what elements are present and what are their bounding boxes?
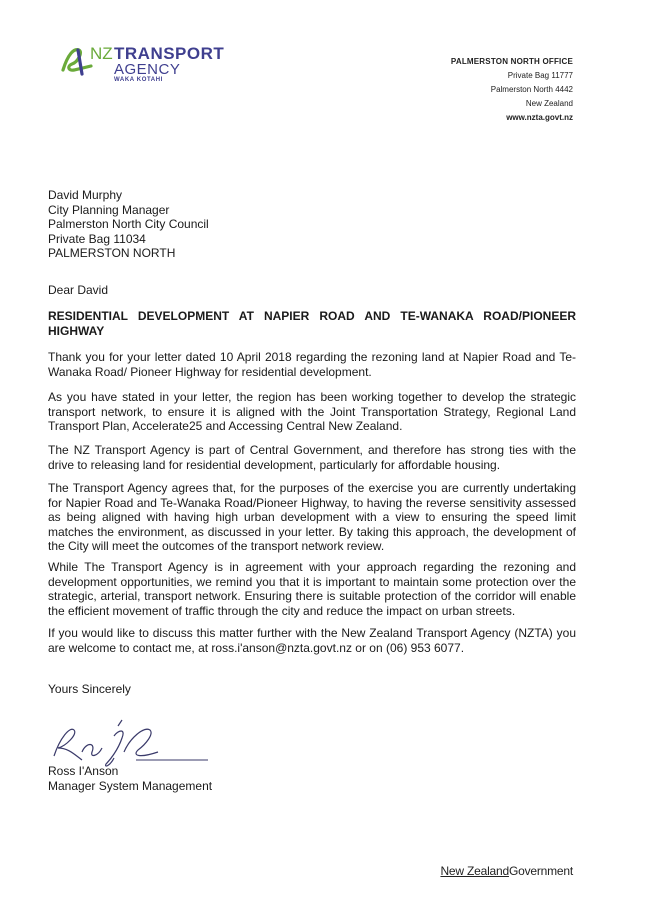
closing: Yours Sincerely: [48, 682, 131, 696]
recipient-line: City Planning Manager: [48, 202, 170, 217]
signatory-name: Ross I'Anson: [48, 764, 119, 778]
logo-transport: TRANSPORT: [114, 44, 225, 63]
nzta-logo: [60, 42, 250, 92]
body-paragraph: As you have stated in your letter, the region has been working together to develop the strategic transport network, to ensure it is aligned with the Joint Transportation Strategy, Regional Land Transport Plan, Accelerate25 and Accessing Central New Zealand.: [48, 390, 576, 433]
office-title: PALMERSTON NORTH OFFICE: [450, 57, 573, 66]
salutation: Dear David: [48, 283, 109, 297]
body-paragraph: If you would like to discuss this matter further with the New Zealand Transport Agency (NZTA) you are welcome to contact me, at ross.i'anson@nzta.govt.nz or on (06) 953 6077.: [48, 626, 576, 655]
office-line: New Zealand: [525, 99, 573, 108]
recipient-address: [48, 188, 209, 261]
office-line: Palmerston North 4442: [490, 85, 573, 94]
office-address: [451, 55, 573, 125]
office-line: Private Bag 11777: [507, 71, 573, 80]
recipient-line: Palmerston North City Council: [48, 217, 209, 231]
nzta-logo-mark-icon: [60, 44, 94, 78]
subject-heading: RESIDENTIAL DEVELOPMENT AT NAPIER ROAD AND TE-WANAKA ROAD/PIONEER HIGHWAY: [48, 309, 576, 338]
body-paragraph: While The Transport Agency is in agreement with your approach regarding the rezoning and development opportunities, we remind you that it is important to maintain some protection over the strategic, arterial, transport network. Ensuring there is suitable protection of the corridor will enable the efficient movement of traffic through the city and reduce the impact on urban streets.: [48, 560, 576, 618]
logo-agency: AGENCY: [114, 61, 181, 78]
body-paragraph: The Transport Agency agrees that, for the purposes of the exercise you are currently undertaking for Napier Road and Te-Wanaka Road/Pioneer Highway, to having the reverse sensitivity assessed as being aligned with having high urban development with a view to ensuring the speed limit matches the environment, as discussed in your letter. By taking this approach, the development of the City will meet the outcomes of the transport network review.: [48, 481, 576, 553]
footer-nz: New Zealand: [440, 864, 509, 878]
recipient-line: Private Bag 11034: [48, 231, 146, 246]
signatory-title: Manager System Management: [48, 778, 213, 793]
nz-government-footer: [440, 864, 573, 878]
body-paragraph: Thank you for your letter dated 10 April 2018 regarding the rezoning land at Napier Road and Te-Wanaka Road/ Pioneer Highway for residential development.: [48, 350, 576, 379]
body-paragraph: The NZ Transport Agency is part of Central Government, and therefore has strong ties with the drive to releasing land for residential development, particularly for affordable housing.: [48, 443, 576, 472]
signatory-block: [48, 764, 212, 793]
office-website: www.nzta.govt.nz: [506, 113, 573, 122]
footer-govt: Government: [508, 864, 573, 878]
logo-nz: NZ: [90, 44, 113, 63]
recipient-line: PALMERSTON NORTH: [48, 246, 176, 260]
logo-tagline: WAKA KOTAHI: [114, 77, 163, 83]
recipient-line: David Murphy: [48, 188, 123, 202]
